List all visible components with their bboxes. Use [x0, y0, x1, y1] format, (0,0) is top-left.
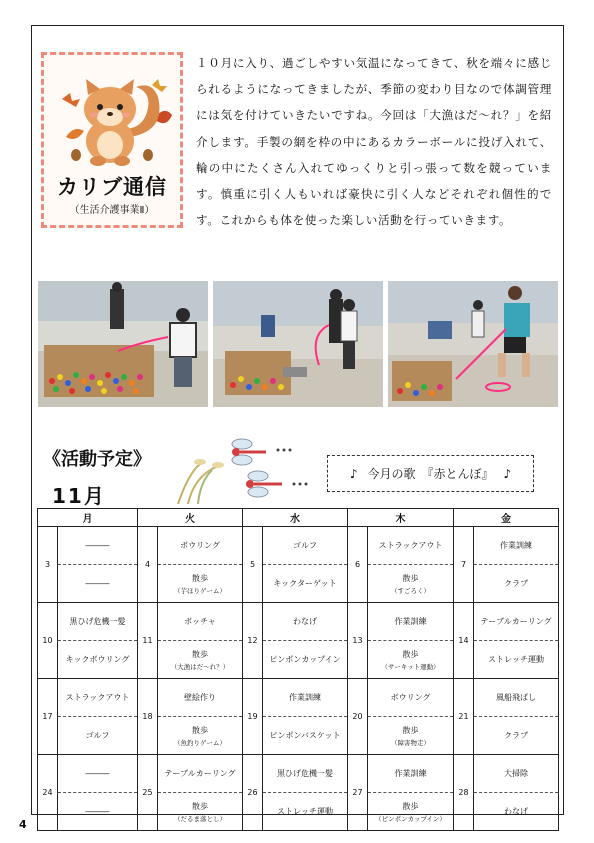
calendar-activity-am: 黒ひげ危機一髪	[58, 603, 138, 641]
calendar-activity-am: ストラックアウト	[368, 527, 454, 565]
calendar-activity-am: ボウリング	[368, 679, 454, 717]
calendar-activity-am: 大掃除	[474, 755, 559, 793]
schedule-month: 11月	[52, 484, 106, 508]
calendar-activity-pm-label: ―――	[85, 579, 110, 588]
calendar-day-number: 11	[138, 603, 158, 679]
weekday-header: 水	[243, 509, 348, 527]
calendar-activity-pm	[158, 565, 243, 603]
calendar-activity-pm-label: 散歩	[192, 725, 208, 735]
calendar-activity-pm-label: ストレッチ運動	[488, 655, 544, 664]
calendar-day-number: 28	[454, 755, 474, 831]
calendar-day-number: 27	[348, 755, 368, 831]
calendar-activity-am: テーブルカーリング	[474, 603, 559, 641]
calendar-activity-pm-label: 散歩	[192, 649, 208, 659]
calendar-activity-pm	[474, 717, 559, 755]
newsletter-title: カリブ通信	[57, 175, 167, 199]
calendar-activity-pm-label: ゴルフ	[85, 731, 110, 740]
calendar-activity-pm	[158, 717, 243, 755]
calendar-day-number: 12	[243, 603, 263, 679]
calendar-day-number: 7	[454, 527, 474, 603]
calendar-week-row	[38, 565, 559, 603]
calendar-activity-pm	[368, 793, 454, 831]
calendar-day-number: 21	[454, 679, 474, 755]
calendar-activity-pm	[474, 793, 559, 831]
calendar-activity-pm-label: わなげ	[504, 807, 528, 816]
calendar-activity-am: 作業訓練	[474, 527, 559, 565]
calendar-activity-pm	[58, 641, 138, 679]
calendar-week-row	[38, 527, 559, 565]
calendar-activity-am: テーブルカーリング	[158, 755, 243, 793]
calendar-activity-pm-detail: （大漁はだ～れ？）	[170, 662, 230, 671]
music-note-icon: ♪	[503, 466, 512, 481]
calendar-activity-pm	[58, 565, 138, 603]
calendar-day-number: 17	[38, 679, 58, 755]
calendar-activity-pm	[263, 565, 348, 603]
song-of-the-month	[327, 455, 534, 492]
calendar-day-number: 13	[348, 603, 368, 679]
calendar-week-row	[38, 755, 559, 793]
music-note-icon: ♪	[349, 466, 358, 481]
calendar-activity-pm-label: ストレッチ運動	[277, 807, 333, 816]
calendar-week-row	[38, 603, 559, 641]
calendar-activity-am: ボッチャ	[158, 603, 243, 641]
calendar-activity-pm	[263, 717, 348, 755]
calendar-week-row	[38, 793, 559, 831]
calendar-day-number: 19	[243, 679, 263, 755]
calendar-activity-pm	[368, 641, 454, 679]
calendar-activity-pm	[58, 793, 138, 831]
calendar-activity-pm	[58, 717, 138, 755]
calendar-activity-am: ゴルフ	[263, 527, 348, 565]
intro-paragraph: １０月に入り、過ごしやすい気温になってきて、秋を端々に感じられるようになってきましたが、季節の変わり目なので体調管理には気を付けていきたいですね。今回は「大漁はだ～れ？」を紹介します。手製の網を枠の中にあるカラーボールに投げ入れて、輪の中にたくさん入れてゆっくりと引っ張って数を競っています。慎重に引く人もいれば豪快に引く人などそれぞれ個性的です。これからも体を使った楽しい活動を行っていきます。	[196, 56, 552, 228]
calendar-activity-pm	[474, 565, 559, 603]
calendar-day-number: 3	[38, 527, 58, 603]
activity-photo-3	[388, 281, 558, 407]
calendar-activity-pm	[368, 565, 454, 603]
newsletter-subtitle: （生活介護事業Ⅱ）	[69, 205, 155, 216]
calendar-activity-pm-label: 散歩	[402, 801, 419, 811]
calendar-activity-pm	[368, 717, 454, 755]
weekday-header: 木	[348, 509, 454, 527]
activity-calendar	[37, 508, 559, 831]
calendar-activity-pm-detail: （だるま落とし）	[174, 814, 226, 823]
weekday-header: 火	[138, 509, 243, 527]
calendar-activity-am: 黒ひげ危機一髪	[263, 755, 348, 793]
calendar-day-number: 24	[38, 755, 58, 831]
calendar-activity-pm	[158, 641, 243, 679]
dragonfly-icon	[170, 428, 320, 508]
calendar-day-number: 6	[348, 527, 368, 603]
calendar-day-number: 10	[38, 603, 58, 679]
newsletter-logo	[41, 52, 183, 228]
page-number: 4	[19, 818, 27, 831]
weekday-header-row	[38, 509, 559, 527]
calendar-week-row	[38, 641, 559, 679]
calendar-activity-pm-detail: （ピンポンカップイン）	[375, 814, 446, 823]
calendar-activity-pm-label: クラブ	[504, 731, 528, 740]
calendar-activity-am: 作業訓練	[368, 755, 454, 793]
calendar-activity-am: 壁絵作り	[158, 679, 243, 717]
calendar-activity-pm-detail: （魚釣りゲーム）	[174, 738, 226, 747]
calendar-activity-am: 作業訓練	[263, 679, 348, 717]
activity-photo-1	[38, 281, 208, 407]
calendar-day-number: 20	[348, 679, 368, 755]
calendar-week-row	[38, 717, 559, 755]
calendar-activity-pm-label: ピンポンカップイン	[269, 655, 341, 664]
calendar-day-number: 14	[454, 603, 474, 679]
weekday-header: 月	[38, 509, 138, 527]
calendar-activity-am: ―――	[58, 755, 138, 793]
calendar-activity-pm-label: 散歩	[192, 801, 208, 811]
calendar-activity-pm-detail: （芋ほりゲーム）	[174, 586, 226, 595]
calendar-activity-pm	[263, 641, 348, 679]
calendar-activity-am: わなげ	[263, 603, 348, 641]
calendar-activity-am: ボウリング	[158, 527, 243, 565]
calendar-activity-pm-detail: （すごろく）	[391, 586, 430, 595]
calendar-day-number: 25	[138, 755, 158, 831]
calendar-activity-am: 作業訓練	[368, 603, 454, 641]
calendar-activity-pm-label: 散歩	[402, 725, 419, 735]
song-label: 今月の歌 『赤とんぼ』	[367, 467, 494, 481]
activity-photo-2	[213, 281, 383, 407]
schedule-heading: 《活動予定》	[43, 449, 151, 470]
calendar-activity-pm-label: ピンポンバスケット	[269, 731, 341, 740]
squirrel-mascot-icon	[44, 59, 180, 171]
calendar-activity-am: 風船飛ばし	[474, 679, 559, 717]
calendar-activity-pm-label: キックボウリング	[65, 655, 130, 664]
calendar-activity-pm-label: ―――	[85, 807, 110, 816]
calendar-activity-pm	[263, 793, 348, 831]
calendar-day-number: 5	[243, 527, 263, 603]
calendar-day-number: 18	[138, 679, 158, 755]
calendar-day-number: 4	[138, 527, 158, 603]
calendar-activity-pm-label: 散歩	[402, 573, 419, 583]
calendar-activity-pm-detail: （サーキット運動）	[381, 662, 440, 671]
calendar-activity-pm	[158, 793, 243, 831]
calendar-activity-am: ストラックアウト	[58, 679, 138, 717]
calendar-activity-pm	[474, 641, 559, 679]
calendar-activity-pm-label: 散歩	[402, 649, 419, 659]
calendar-day-number: 26	[243, 755, 263, 831]
calendar-activity-pm-label: キックターゲット	[273, 579, 337, 588]
calendar-activity-pm-label: クラブ	[504, 579, 528, 588]
calendar-activity-am: ―――	[58, 527, 138, 565]
weekday-header: 金	[454, 509, 559, 527]
calendar-activity-pm-label: 散歩	[192, 573, 208, 583]
calendar-activity-pm-detail: （障害物走）	[391, 738, 430, 747]
calendar-week-row	[38, 679, 559, 717]
